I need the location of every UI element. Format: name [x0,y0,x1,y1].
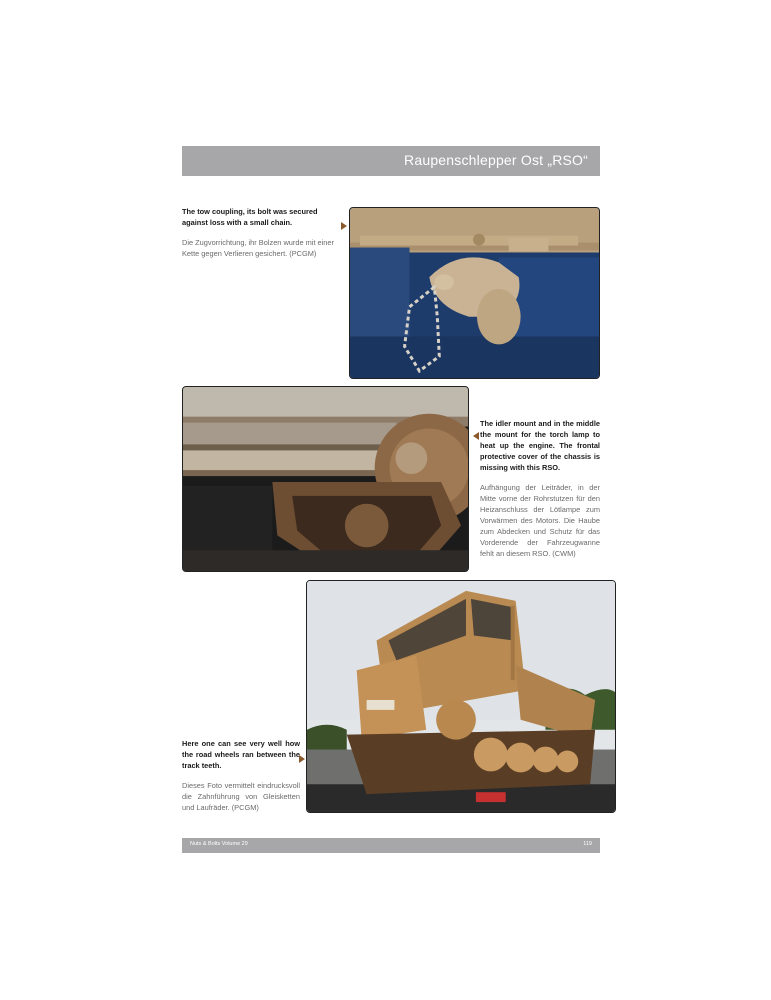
caption-road-wheels [182,738,300,813]
footer-publication: Nuts & Bolts Volume 29 [190,841,248,847]
page-footer-bar [182,838,600,853]
caption-english: The idler mount and in the middle the mount for the torch lamp to heat up the engine. The frontal protective cover of the chassis is missing with this RSO. [480,419,600,472]
caption-german: Die Zugvorrichtung, ihr Bolzen wurde mit einer Kette gegen Verlieren gesichert. (PCGM) [182,238,334,258]
caption-tow-coupling [182,206,340,259]
caption-english: The tow coupling, its bolt was secured against loss with a small chain. [182,207,318,227]
caption-pointer-arrow [299,755,305,763]
caption-pointer-arrow [341,222,347,230]
caption-english: Here one can see very well how the road wheels ran between the track teeth. [182,739,300,770]
caption-german: Dieses Foto vermittelt eindrucksvoll die Zahnführung von Gleisketten und Laufräder. (PCGM) [182,781,300,812]
caption-pointer-arrow [473,432,479,440]
photo-rso-vehicle [306,580,616,813]
caption-german: Aufhängung der Leiträder, in der Mitte vorne der Rohrstutzen für den Heizanschluss der Lötlampe zum Vorwärmen des Motors. Die Haube zum Abdecken und Schutz für das Vorderende der Fahrzeugwanne fehlt an diesem RSO. (CWM) [480,483,600,558]
photo-tow-coupling [349,207,600,379]
chapter-header-bar [182,146,600,176]
chapter-title: Raupenschlepper Ost „RSO“ [404,152,588,168]
photo-idler-mount [182,386,469,572]
caption-idler-mount [480,418,600,559]
page-number: 119 [583,841,592,847]
